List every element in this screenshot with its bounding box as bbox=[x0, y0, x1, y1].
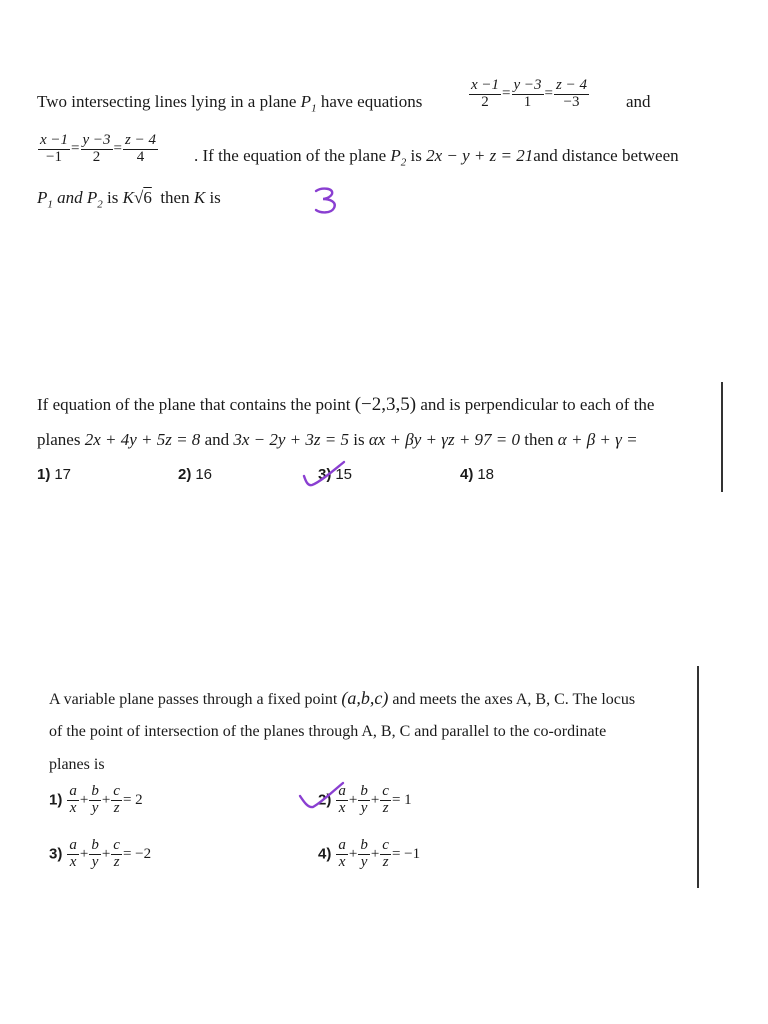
q1-and: and bbox=[626, 92, 651, 111]
q3-point: (a,b,c) bbox=[341, 688, 389, 708]
q2-option-3[interactable]: 3) 15 bbox=[318, 466, 353, 483]
q2-point: (−2,3,5) bbox=[354, 394, 417, 415]
q1-line-3: $P_1$ and $P_2$ is K√6 then K is bbox=[37, 188, 221, 211]
q1-line2-equation: $\frac{x -1}{-1}$ = $\frac{y -3}{2}$ = $\frac{z - 4}{4}$ bbox=[40, 132, 156, 165]
q2-line-1: If equation of the plane that contains the point (−2,3,5) and is perpendicular to each of the bbox=[37, 394, 655, 415]
q2-option-1[interactable]: 1) 17 bbox=[37, 466, 72, 483]
margin-rule-q2 bbox=[721, 382, 723, 492]
q3-line-3: planes is bbox=[49, 756, 105, 773]
q1-line-2: . If the equation of the plane $P_2$ is 2x − y + z = 21and distance between bbox=[194, 146, 679, 169]
q2-line-2: planes 2x + 4y + 5z = 8 and 3x − 2y + 3z = 5 is αx + βy + γz + 97 = 0 then α + β + γ = bbox=[37, 430, 638, 449]
q3-line-1: A variable plane passes through a fixed point (a,b,c) and meets the axes A, B, C. The locus bbox=[49, 688, 636, 708]
q1-intro: Two intersecting lines lying in a plane bbox=[37, 92, 297, 111]
checkmark-icon bbox=[300, 458, 353, 490]
q2-sum-expr: α + β + γ = bbox=[557, 430, 638, 449]
q1-line-1 bbox=[37, 92, 422, 114]
q2-result-eq: αx + βy + γz + 97 = 0 bbox=[368, 430, 521, 449]
q1-plane2-eq: 2x − y + z = 21 bbox=[426, 146, 534, 165]
q1-plane1: $P_1$ bbox=[300, 92, 317, 115]
q2-option-2[interactable]: 2) 16 bbox=[178, 466, 213, 483]
q3-option-4[interactable]: 4) $\frac{a}{x}$ + $\frac{b}{y}$ + $\frac{c}{z}$ = −1 bbox=[318, 837, 421, 870]
margin-rule-q3 bbox=[697, 666, 699, 888]
q3-option-2[interactable]: 2) $\frac{a}{x}$ + $\frac{b}{y}$ + $\frac{c}{z}$ = 1 bbox=[318, 783, 412, 816]
q3-line-2: of the point of intersection of the planes through A, B, C and parallel to the co-ordinate bbox=[49, 723, 607, 740]
q2-plane-a: 2x + 4y + 5z = 8 bbox=[84, 430, 201, 449]
q1-line1-equation: $\frac{x -1}{2}$ = $\frac{y -3}{1}$ = $\frac{z - 4}{-3}$ bbox=[471, 77, 587, 110]
checkmark-icon bbox=[296, 780, 348, 814]
q1-have-eq: have equations bbox=[320, 92, 423, 111]
q3-option-1[interactable]: 1) $\frac{a}{x}$ + $\frac{b}{y}$ + $\frac{c}{z}$ = 2 bbox=[49, 783, 143, 816]
q2-option-4[interactable]: 4) 18 bbox=[460, 466, 495, 483]
q2-plane-b: 3x − 2y + 3z = 5 bbox=[233, 430, 349, 449]
handwritten-answer-3 bbox=[312, 186, 342, 216]
q3-option-3[interactable]: 3) $\frac{a}{x}$ + $\frac{b}{y}$ + $\frac{c}{z}$ = −2 bbox=[49, 837, 152, 870]
